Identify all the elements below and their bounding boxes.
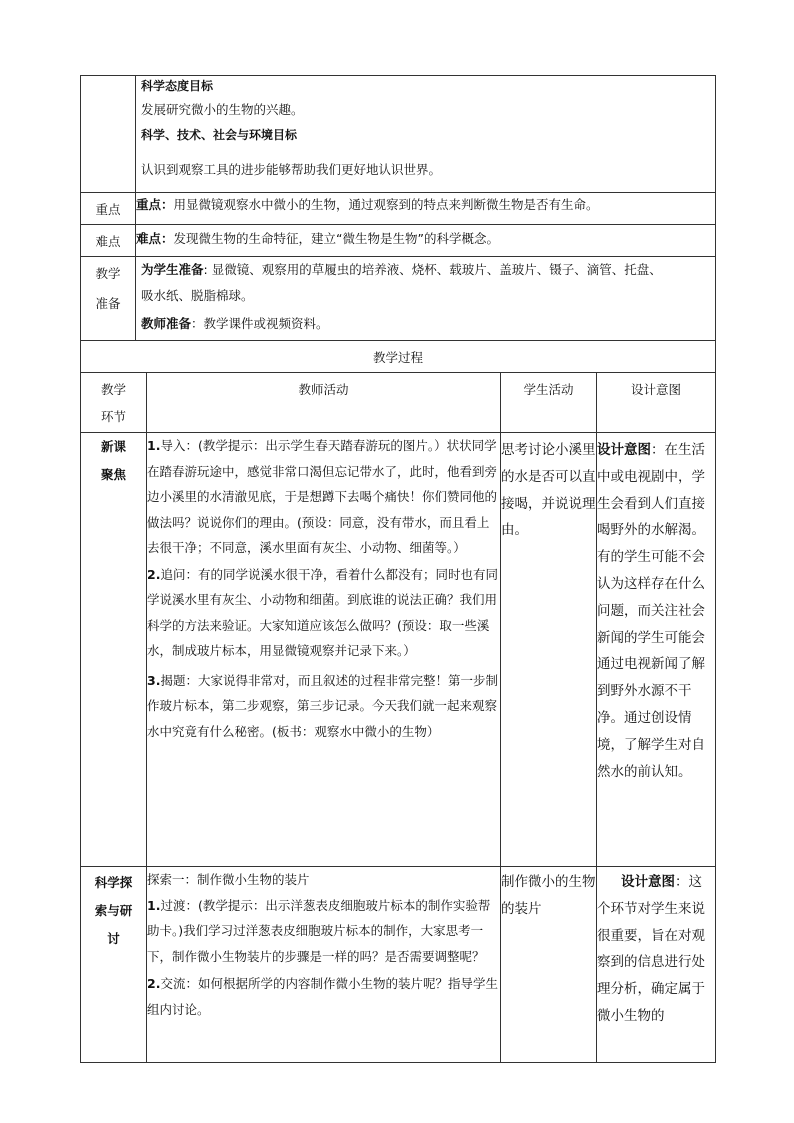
- header-teacher-activity: 教师活动: [147, 373, 501, 433]
- focus-step-1: [147, 433, 500, 561]
- difficulty-prefix: 难点：: [136, 231, 174, 246]
- design-intent-focus-text: ：在生活中或电视剧中，学生会看到人们直接喝野外的水解渴。有的学生可能不会认为这样存在什么问题，而关注社会新闻的学生可能会通过电视新闻了解到野外水源不干净。通过创设情境，了解学生对自然水的前认知。: [597, 442, 705, 780]
- sts-goal-heading: 科学、技术、社会与环境目标: [141, 128, 298, 142]
- teacher-prep-prefix: 教师准备: [141, 316, 192, 331]
- stage-new-lesson-2: 聚焦: [100, 467, 126, 482]
- key-point-text: 用显微镜观察水中微小的生物，通过观察到的特点来判断微生物是否有生命。: [173, 197, 599, 212]
- key-point-cell: [136, 193, 716, 225]
- difficulty-label: 难点: [81, 225, 136, 257]
- attitude-goal-text: 发展研究微小的生物的兴趣。: [141, 102, 304, 117]
- student-prep-prefix: 为学生准备: [141, 262, 204, 277]
- preparation-label-2: 准备: [95, 296, 121, 311]
- difficulty-cell: [136, 225, 716, 257]
- teacher-prep-line: [136, 309, 715, 339]
- key-point-prefix: 重点：: [136, 197, 174, 212]
- stage-new-lesson: [81, 433, 147, 867]
- focus-step-3-text: 揭题：大家说得非常对，而且叙述的过程非常完整！第一步制作玻片标本，第二步观察，第三步记录。今天我们就一起来观察水中究竟有什么秘密。(板书：观察水中微小的生物）: [147, 672, 498, 739]
- attitude-goal-heading: 科学态度目标: [141, 79, 214, 93]
- stage-exploration: [81, 867, 147, 1063]
- header-student-activity: 学生活动: [501, 373, 597, 433]
- stage-exploration-2: 索与研: [94, 903, 133, 918]
- student-prep-line-2: 吸水纸、脱脂棉球。: [141, 288, 254, 303]
- explore-step-1: [147, 893, 500, 970]
- student-activity-focus: 思考讨论小溪里的水是否可以直接喝，并说说理由。: [501, 433, 597, 867]
- teacher-activity-focus: [147, 433, 501, 867]
- teacher-prep-text: ：教学课件或视频资料。: [191, 316, 329, 331]
- focus-step-2-text: 追问：有的同学说溪水很干净，看着什么都没有；同时也有同学说溪水里有灰尘、小动物和细菌。到底谁的说法正确？我们用科学的方法来验证。大家知道应该怎么做吗？(预设：取一些溪水，制成玻片标本，用显微镜观察并记录下来。）: [147, 566, 498, 658]
- preparation-label-1: 教学: [95, 266, 121, 281]
- stage-exploration-3: 讨: [107, 931, 120, 946]
- goals-cell: [136, 76, 716, 193]
- focus-step-1-text: 导入：(教学提示：出示学生春天踏春游玩的图片。）状状同学在踏春游玩途中，感觉非常口渴但忘记带水了，此时，他看到旁边小溪里的水清澈见底，于是想蹲下去喝个痛快！你们赞同他的做法吗？说说你们的理由。(预设：同意，没有带水，而且看上去很干净；不同意，溪水里面有灰尘、小动物、细菌等。）: [147, 438, 498, 555]
- explore-step-2: [147, 971, 500, 1022]
- student-prep-line-1: [136, 257, 715, 283]
- header-stage-1: 教学: [100, 382, 126, 397]
- teacher-activity-explore: [147, 867, 501, 1063]
- student-prep-text-1: : 显微镜、观察用的草履虫的培养液、烧杯、载玻片、盖玻片、镊子、滴管、托盘、: [203, 262, 662, 277]
- explore-heading: 探索一：制作微小生物的装片: [147, 872, 310, 887]
- student-activity-explore: 制作微小的生物的装片: [501, 867, 597, 1063]
- focus-step-2-number: 2.: [147, 566, 161, 582]
- goals-label-cell: [81, 76, 136, 193]
- explore-step-1-number: 1.: [147, 897, 161, 913]
- header-stage: [81, 373, 147, 433]
- design-intent-explore: [597, 867, 716, 1063]
- process-title: 教学过程: [81, 341, 716, 373]
- explore-step-2-number: 2.: [147, 976, 161, 991]
- focus-step-3: [147, 668, 500, 745]
- header-design-intent: 设计意图: [597, 373, 716, 433]
- design-intent-explore-prefix: 设计意图: [621, 874, 675, 890]
- preparation-cell: [136, 257, 716, 341]
- stage-new-lesson-1: 新课: [100, 439, 126, 454]
- focus-step-1-number: 1.: [147, 438, 161, 453]
- difficulty-text: 发现微生物的生命特征，建立“微生物是生物”的科学概念。: [173, 231, 499, 246]
- design-intent-focus: [597, 433, 716, 867]
- explore-step-2-text: 交流：如何根据所学的内容制作微小生物的装片呢？指导学生组内讨论。: [147, 976, 498, 1017]
- design-intent-focus-prefix: 设计意图: [597, 442, 651, 458]
- sts-goal-text: 认识到观察工具的进步能够帮助我们更好地认识世界。: [141, 162, 442, 177]
- teaching-process-table: [80, 340, 716, 1063]
- header-stage-2: 环节: [100, 409, 126, 424]
- key-point-label: 重点: [81, 193, 136, 225]
- explore-step-1-text: 过渡：(教学提示：出示洋葱表皮细胞玻片标本的制作实验帮助卡。)我们学习过洋葱表皮细胞玻片标本的制作，大家思考一下，制作微小生物装片的步骤是一样的吗？是否需要调整呢？: [147, 897, 491, 964]
- lesson-objectives-table: [80, 75, 716, 341]
- focus-step-3-number: 3.: [147, 672, 161, 688]
- design-intent-explore-text: ：这个环节对学生来说很重要，旨在对观察到的信息进行处理分析，确定属于微小生物的: [597, 874, 705, 1024]
- stage-exploration-1: 科学探: [94, 875, 133, 890]
- focus-step-2: [147, 562, 500, 664]
- preparation-label: [81, 257, 136, 341]
